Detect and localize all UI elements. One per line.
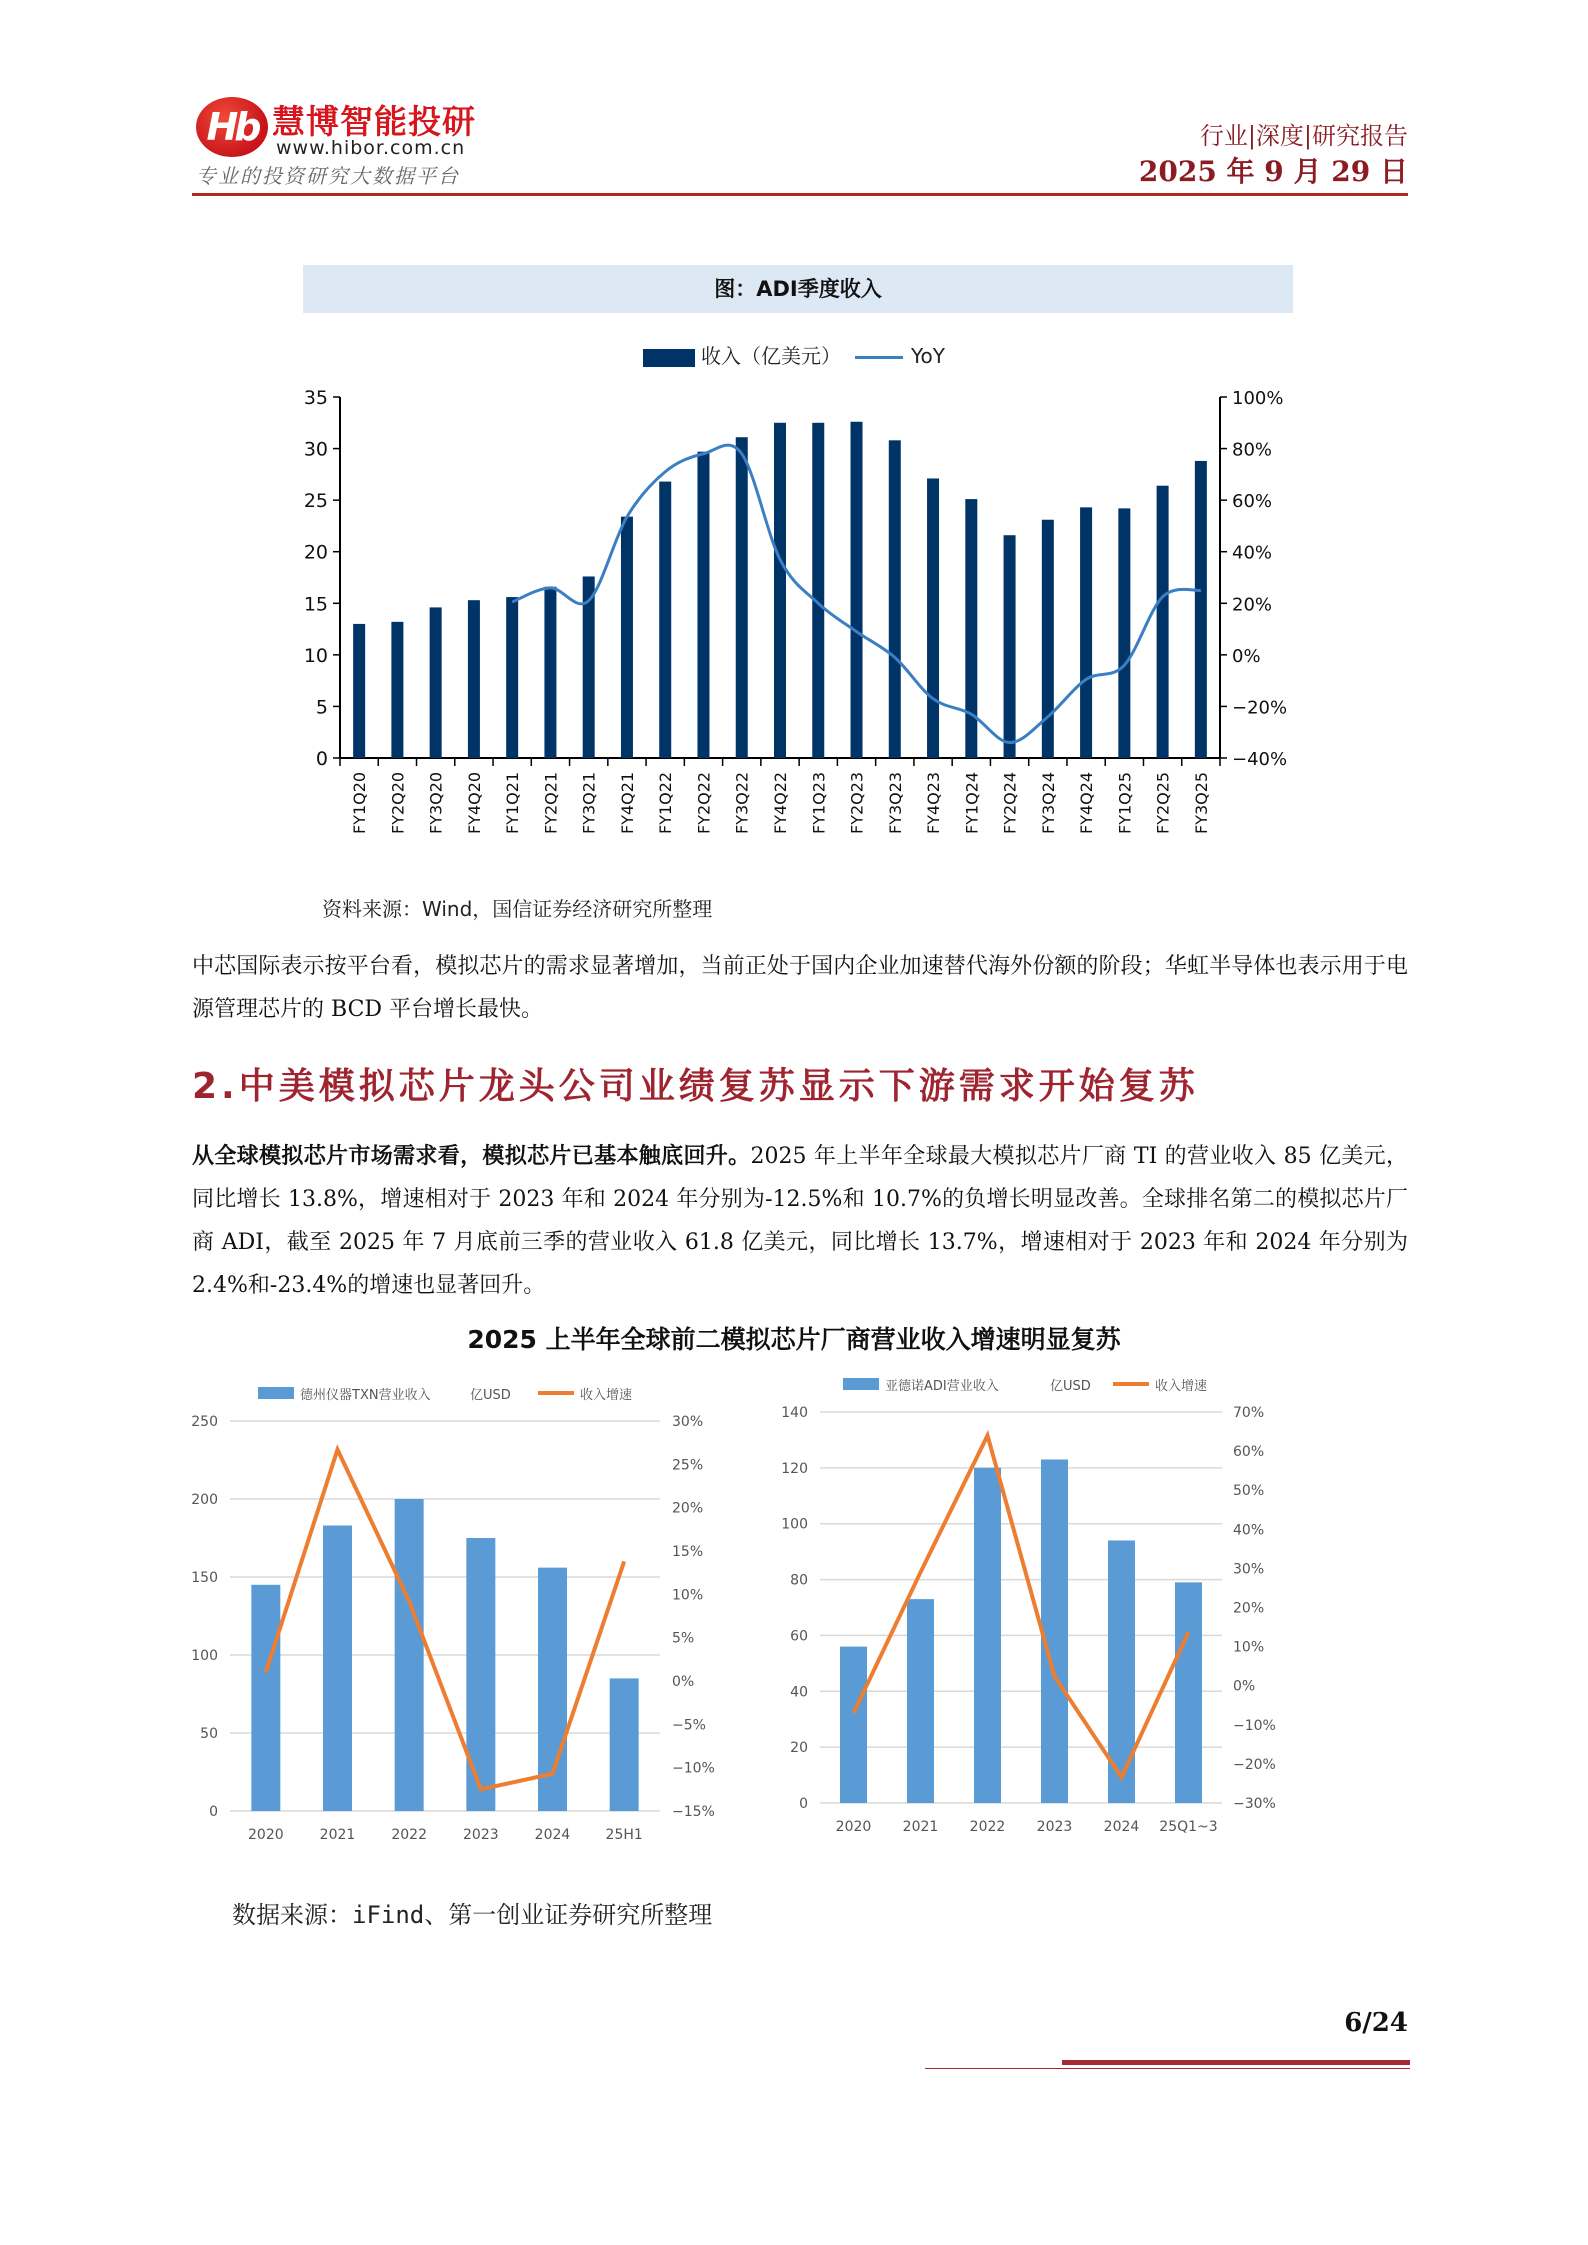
svg-text:德州仪器TXN营业收入: 德州仪器TXN营业收入	[300, 1388, 431, 1403]
bar	[889, 440, 901, 758]
svg-text:20: 20	[303, 541, 328, 564]
svg-text:亿USD: 亿USD	[1050, 1379, 1091, 1394]
bar	[736, 437, 748, 758]
svg-text:FY1Q22: FY1Q22	[656, 771, 676, 834]
logo-url: www.hibor.com.cn	[276, 137, 466, 159]
svg-text:FY1Q25: FY1Q25	[1115, 771, 1135, 834]
svg-text:FY3Q24: FY3Q24	[1038, 771, 1058, 834]
bar	[391, 622, 403, 758]
svg-text:收入增速: 收入增速	[580, 1388, 633, 1403]
svg-text:50: 50	[200, 1726, 218, 1742]
svg-text:−30%: −30%	[1233, 1796, 1276, 1812]
svg-text:FY1Q21: FY1Q21	[503, 771, 523, 834]
page-number: 6/24	[1344, 2008, 1408, 2038]
footer-rule-thick	[1062, 2060, 1410, 2065]
bar	[697, 452, 709, 758]
legend-bar-label: 收入（亿美元）	[700, 344, 841, 368]
svg-text:FY3Q23: FY3Q23	[885, 771, 905, 834]
bar	[506, 597, 518, 758]
svg-text:2024: 2024	[1103, 1819, 1140, 1835]
svg-text:0%: 0%	[672, 1674, 695, 1690]
svg-text:40%: 40%	[1232, 542, 1273, 564]
svg-text:80%: 80%	[1232, 439, 1273, 461]
svg-text:100%: 100%	[1232, 388, 1284, 409]
svg-text:FY4Q24: FY4Q24	[1077, 771, 1097, 834]
svg-text:40%: 40%	[1233, 1522, 1265, 1539]
logo-slogan: 专业的投资研究大数据平台	[196, 164, 460, 188]
svg-text:2022: 2022	[391, 1827, 427, 1843]
svg-text:120: 120	[781, 1460, 808, 1477]
svg-text:20%: 20%	[1233, 1600, 1265, 1617]
bar	[1157, 486, 1169, 758]
paragraph-global-demand	[192, 1135, 1408, 1307]
bar	[468, 600, 480, 758]
svg-text:200: 200	[191, 1492, 218, 1508]
lead-sentence: 从全球模拟芯片市场需求看，模拟芯片已基本触底回升。	[192, 1144, 751, 1169]
svg-text:2020: 2020	[835, 1819, 872, 1835]
bar	[851, 422, 863, 758]
svg-text:−40%: −40%	[1232, 749, 1288, 770]
bar	[1118, 508, 1130, 758]
svg-text:FY2Q20: FY2Q20	[388, 771, 408, 834]
svg-text:40: 40	[790, 1684, 808, 1701]
svg-text:−5%: −5%	[672, 1717, 706, 1734]
svg-text:−15%: −15%	[672, 1804, 715, 1820]
svg-text:20%: 20%	[672, 1500, 704, 1517]
svg-text:60%: 60%	[1232, 491, 1273, 513]
report-type: 行业|深度|研究报告	[1199, 122, 1408, 150]
svg-text:100: 100	[781, 1516, 808, 1533]
txn-revenue-chart	[180, 1375, 780, 1855]
svg-text:−10%: −10%	[672, 1760, 715, 1777]
svg-text:2021: 2021	[902, 1819, 939, 1835]
bar	[659, 482, 671, 758]
svg-text:30: 30	[303, 438, 328, 461]
svg-text:0: 0	[315, 748, 328, 770]
svg-text:20: 20	[790, 1740, 808, 1757]
svg-text:FY1Q23: FY1Q23	[809, 771, 829, 834]
report-date: 2025 年 9 月 29 日	[1138, 155, 1408, 188]
svg-text:0%: 0%	[1233, 1678, 1256, 1695]
svg-text:FY2Q25: FY2Q25	[1153, 771, 1173, 834]
bar	[1080, 507, 1092, 758]
figure2-source: 数据来源：iFind、第一创业证券研究所整理	[232, 1901, 713, 1929]
svg-text:FY3Q22: FY3Q22	[732, 771, 752, 834]
svg-text:100: 100	[191, 1648, 218, 1664]
svg-text:FY4Q23: FY4Q23	[924, 771, 944, 834]
figure1-source: 资料来源：Wind，国信证券经济研究所整理	[322, 897, 713, 921]
svg-text:70%: 70%	[1233, 1405, 1265, 1421]
svg-text:2020: 2020	[248, 1827, 284, 1843]
logo-icon: Hb	[206, 105, 258, 149]
svg-text:50%: 50%	[1233, 1483, 1265, 1500]
bar	[544, 587, 556, 758]
svg-text:2024: 2024	[534, 1827, 571, 1843]
svg-text:10: 10	[303, 644, 328, 667]
svg-text:5%: 5%	[672, 1630, 695, 1647]
svg-text:FY2Q21: FY2Q21	[541, 771, 561, 834]
svg-text:2022: 2022	[969, 1819, 1006, 1835]
bar	[965, 499, 977, 758]
figure1-title: 图：ADI季度收入	[303, 265, 1293, 313]
svg-text:−10%: −10%	[1233, 1717, 1276, 1734]
bar	[927, 478, 939, 758]
svg-text:60: 60	[790, 1628, 808, 1645]
svg-text:10%: 10%	[672, 1587, 704, 1604]
logo-name: 慧博智能投研	[272, 102, 476, 141]
svg-text:80: 80	[790, 1572, 808, 1589]
svg-text:亿USD: 亿USD	[470, 1388, 511, 1403]
adi-quarterly-revenue-chart	[0, 0, 1588, 900]
svg-text:FY3Q21: FY3Q21	[579, 771, 599, 834]
svg-text:35: 35	[303, 387, 328, 409]
svg-text:FY2Q23: FY2Q23	[847, 771, 867, 834]
svg-text:250: 250	[191, 1414, 218, 1430]
figure2-title: 2025 上半年全球前二模拟芯片厂商营业收入增速明显复苏	[467, 1325, 1121, 1354]
adi-annual-revenue-chart	[780, 1375, 1420, 1855]
svg-text:FY2Q22: FY2Q22	[694, 771, 714, 834]
svg-text:FY3Q25: FY3Q25	[1191, 771, 1211, 834]
svg-text:FY4Q21: FY4Q21	[617, 771, 637, 834]
svg-text:亚德诺ADI营业收入: 亚德诺ADI营业收入	[885, 1379, 999, 1394]
svg-text:FY1Q20: FY1Q20	[350, 771, 370, 834]
svg-text:2023: 2023	[463, 1827, 499, 1843]
svg-text:150: 150	[191, 1570, 218, 1586]
svg-text:15: 15	[303, 593, 328, 616]
svg-text:25H1: 25H1	[605, 1827, 643, 1843]
svg-text:FY2Q24: FY2Q24	[1000, 771, 1020, 834]
svg-text:30%: 30%	[672, 1414, 704, 1430]
svg-text:10%: 10%	[1233, 1639, 1265, 1656]
svg-text:25: 25	[303, 490, 328, 513]
svg-text:60%: 60%	[1233, 1444, 1265, 1461]
svg-text:2021: 2021	[319, 1827, 356, 1843]
svg-text:2023: 2023	[1036, 1819, 1073, 1835]
svg-text:140: 140	[781, 1405, 808, 1421]
legend-line-label: YoY	[910, 344, 945, 368]
svg-text:−20%: −20%	[1233, 1756, 1276, 1773]
bar	[1195, 461, 1207, 758]
bar	[621, 517, 633, 758]
svg-text:5: 5	[315, 696, 328, 719]
svg-text:收入增速: 收入增速	[1155, 1379, 1208, 1394]
body-text: 2025 年上半年全球最大模拟芯片厂商 TI 的营业收入 85 亿美元，同比增长 13.8%，增速相对于 2023 年和 2024 年分别为-12.5%和 10.7%的负增长明显改善。全球排名第二的模拟芯片厂商 ADI，截至 2025 年 7 月底前三季的营业收入 61.8 亿美元，同比增长 13.7%，增速相对于 2023 年和 2024 年分别为 2.4%和-23.4%的增速也显著回升。	[192, 1144, 1408, 1298]
bar	[1004, 535, 1016, 758]
svg-text:15%: 15%	[672, 1544, 704, 1560]
svg-text:0: 0	[799, 1796, 808, 1812]
svg-text:20%: 20%	[1232, 594, 1273, 616]
svg-text:25Q1~3: 25Q1~3	[1159, 1819, 1218, 1835]
svg-text:0: 0	[209, 1804, 218, 1820]
svg-text:FY3Q20: FY3Q20	[426, 771, 446, 834]
footer-rule-thin	[925, 2068, 1410, 2069]
bar	[812, 423, 824, 758]
bar	[774, 423, 786, 758]
svg-text:FY4Q22: FY4Q22	[771, 771, 790, 834]
svg-text:25%: 25%	[672, 1457, 704, 1474]
svg-text:FY1Q24: FY1Q24	[962, 771, 982, 834]
bar	[353, 624, 365, 758]
paragraph-smic-hua-hong: 中芯国际表示按平台看，模拟芯片的需求显著增加，当前正处于国内企业加速替代海外份额的阶段；华虹半导体也表示用于电源管理芯片的 BCD 平台增长最快。	[192, 954, 1408, 1022]
svg-text:FY4Q20: FY4Q20	[464, 771, 484, 834]
svg-text:0%: 0%	[1232, 645, 1261, 667]
svg-text:−20%: −20%	[1232, 697, 1288, 719]
bar	[430, 607, 442, 758]
svg-text:30%: 30%	[1233, 1561, 1265, 1578]
section-heading: 2.中美模拟芯片龙头公司业绩复苏显示下游需求开始复苏	[192, 1066, 1199, 1107]
